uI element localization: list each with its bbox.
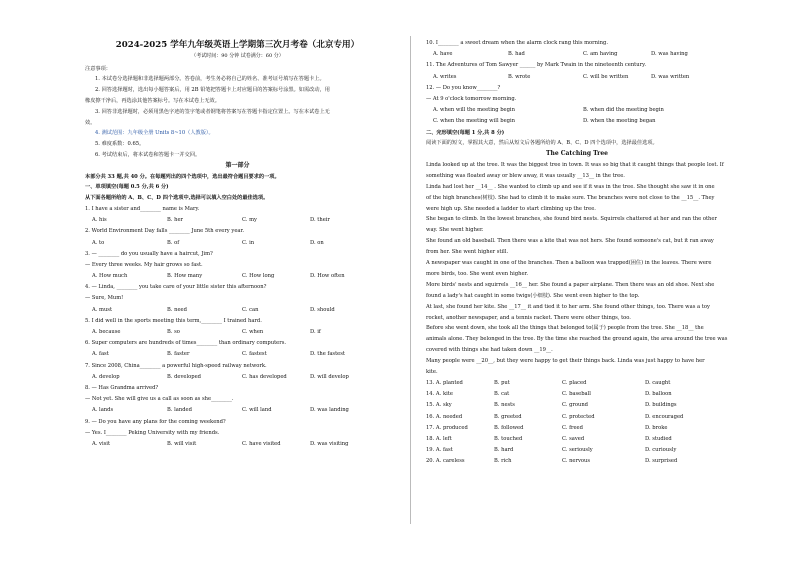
passage-line: something was floated away or blew away, it was usually __13__ in the tree. xyxy=(426,172,625,179)
answer-options xyxy=(85,238,390,249)
passage-line: At last, she found her kite. She __17__ it and tied it to her arm. She found other things, too. There was a toy xyxy=(426,303,710,310)
answer-option: C. fastest xyxy=(242,351,267,358)
cloze-option: D. balloon xyxy=(645,391,672,398)
passage-line: found a lady's hat caught in some twigs(小细枝). She went even higher to the top. xyxy=(426,292,640,299)
cloze-option: C. placed xyxy=(562,380,587,387)
passage-title: The Catching Tree xyxy=(546,150,608,158)
cloze-section-heading: 二、完形填空(每题 1 分,共 8 分) xyxy=(426,129,505,136)
answer-option: B. had xyxy=(508,51,525,58)
cloze-option: C. seriously xyxy=(562,447,593,454)
cloze-instructions: 阅读下面的短文，掌握其大意，然后从短文后各题所给的 A、B、C、D 四个选项中，选择最佳选项。 xyxy=(426,140,658,147)
cloze-option: 15. A. sky xyxy=(426,402,452,409)
answer-options xyxy=(85,349,390,360)
answer-option: A. writes xyxy=(433,73,457,80)
cloze-option: B. cat xyxy=(494,391,510,398)
answer-option: D. was having xyxy=(651,51,688,58)
note-item: 1. 本试卷分选择题和非选择题两部分。答卷前，考生务必将自己的姓名、准考证号填写在答题卡上。 xyxy=(95,76,325,83)
cloze-option: B. greeted xyxy=(494,413,522,420)
section-heading: 一、单项填空(每题 0.5 分,共 6 分) xyxy=(85,184,169,191)
answer-option: A. lands xyxy=(92,407,114,414)
note-item: 2. 回答选择题时，选出每小题答案后，用 2B 铅笔把答题卡上对应题目的答案标号涂黑。如需改动，用 xyxy=(95,87,330,94)
question-stem: 4. — Linda, ________ you take care of your little sister this afternoon? xyxy=(85,284,267,291)
question-stem: — Sure, Mum! xyxy=(85,295,124,302)
answer-options xyxy=(426,116,728,127)
answer-option: B. faster xyxy=(167,351,190,358)
answer-option: A. to xyxy=(92,239,105,246)
note-item: 4. 测试范围：九年级全册 Units 8~10（人教版）。 xyxy=(95,130,214,137)
answer-option: B. will visit xyxy=(167,440,197,447)
cloze-option: D. studied xyxy=(645,435,672,442)
answer-option: C. will be written xyxy=(583,73,629,80)
column-divider xyxy=(410,36,411,524)
answer-options xyxy=(85,439,390,450)
passage-line: of the high branches(树枝). She had to climb it to make sure. The branches were not close to the __15__. They xyxy=(426,194,715,201)
cloze-option: B. touched xyxy=(494,435,523,442)
answer-option: B. wrote xyxy=(508,73,531,80)
question-stem: 9. — Do you have any plans for the coming weekend? xyxy=(85,418,226,425)
left-column xyxy=(85,38,390,450)
cloze-option: 20. A. careless xyxy=(426,458,465,465)
cloze-option: B. rich xyxy=(494,458,512,465)
cloze-option: C. protected xyxy=(562,413,595,420)
passage-line: Linda had lost her __14__ . She wanted to climb up and see if it was in the tree. She thought she saw it in one xyxy=(426,183,715,190)
answer-option: C. How long xyxy=(242,273,275,280)
answer-option: A. when will the meeting begin xyxy=(433,107,515,114)
answer-options xyxy=(85,215,390,226)
answer-option: C. will land xyxy=(242,407,272,414)
passage-line: More birds' nests and squirrels __16__ her. She found a paper airplane. Then there was an old shoe. Next she xyxy=(426,281,715,288)
answer-option: B. developed xyxy=(167,373,201,380)
passage-line: She found an old baseball. Then there was a kite that was not hers. She found someone's cat, but it ran away xyxy=(426,238,714,245)
passage-line: Linda looked up at the tree. It was the biggest tree in town. It was so big that it caught things that people lost. If xyxy=(426,161,724,168)
answer-option: B. so xyxy=(167,329,180,336)
answer-option: A. have xyxy=(433,51,453,58)
answer-option: D. will develop xyxy=(310,373,349,380)
question-stem: 5. I did well in the sports meeting this term,________ I trained hard. xyxy=(85,317,262,324)
question-stem: — Yes. I________ Peking University with my friends. xyxy=(85,429,220,436)
passage-text xyxy=(426,160,728,378)
answer-option: B. of xyxy=(167,239,180,246)
right-column xyxy=(426,38,728,468)
exam-subtitle: （考试时间：90 分钟 试卷满分：60 分） xyxy=(191,52,284,59)
answer-option: A. fast xyxy=(92,351,109,358)
answer-option: A. develop xyxy=(92,373,120,380)
cloze-option: 19. A. fast xyxy=(426,447,453,454)
cloze-option: B. put xyxy=(494,380,510,387)
answer-option: A. because xyxy=(92,329,121,336)
answer-options xyxy=(426,49,728,60)
passage-line: animals alone. They belonged in the tree. By the time she reached the ground again, the area around the tree was xyxy=(426,336,728,343)
passage-line: kite. xyxy=(426,369,438,376)
passage-line: She began to climb. In the lowest branches, she found bird nests. Squirrels chattered at her and ran the other xyxy=(426,216,717,223)
cloze-option: D. curiously xyxy=(645,447,677,454)
answer-options xyxy=(426,105,728,116)
answer-option: D. was written xyxy=(651,73,690,80)
answer-option: D. How often xyxy=(310,273,345,280)
answer-option: A. How much xyxy=(92,273,128,280)
question-stem: 7. Since 2008, China________ a powerful high-speed railway network. xyxy=(85,362,267,369)
answer-option: B. when did the meeting begin xyxy=(583,107,664,114)
cloze-option: C. ground xyxy=(562,402,589,409)
answer-option: D. if xyxy=(310,329,321,336)
answer-option: D. when the meeting began xyxy=(583,118,656,125)
question-stem: — Not yet. She will give us a call as soon as she________. xyxy=(85,396,234,403)
cloze-option: 13. A. planted xyxy=(426,380,463,387)
cloze-option: C. nervous xyxy=(562,458,591,465)
answer-option: C. have visited xyxy=(242,440,281,447)
cloze-option: D. encouraged xyxy=(645,413,684,420)
answer-option: C. can xyxy=(242,306,259,313)
question-stem: 12. — Do you know________? xyxy=(426,84,501,91)
answer-option: B. her xyxy=(167,217,184,224)
cloze-option: 16. A. needed xyxy=(426,413,463,420)
answer-option: A. visit xyxy=(92,440,111,447)
answer-option: C. when the meeting will begin xyxy=(433,118,515,125)
answer-options xyxy=(85,372,390,383)
cloze-option: D. caught xyxy=(645,380,671,387)
answer-option: C. when xyxy=(242,329,264,336)
cloze-option: 17. A. produced xyxy=(426,424,468,431)
question-stem: 10. I________ a sweet dream when the alarm clock rang this morning. xyxy=(426,40,608,46)
cloze-option: C. saved xyxy=(562,435,585,442)
answer-option: B. How many xyxy=(167,273,203,280)
note-item: 5. 难度系数：0.65。 xyxy=(95,141,145,148)
cloze-option: D. buildings xyxy=(645,402,677,409)
question-list xyxy=(426,38,728,128)
answer-options xyxy=(85,271,390,282)
question-stem: — Every three weeks. My hair grows so fast. xyxy=(85,261,203,268)
exam-title: 2024-2025 学年九年级英语上学期第三次月考卷（北京专用） xyxy=(115,40,360,50)
note-item: 橡皮擦干净后，再选涂其他答案标号。写在本试卷上无效。 xyxy=(85,97,220,104)
answer-option: B. landed xyxy=(167,407,192,414)
note-item: 3. 回答非选择题时，必须用黑色字迹的签字笔或者钢笔将答案写在答题卡指定位置上。写在本试卷上无 xyxy=(95,108,330,115)
answer-option: C. am having xyxy=(583,51,618,58)
passage-line: were high up. She needed a ladder to start climbing up the tree. xyxy=(426,205,596,212)
answer-options xyxy=(85,305,390,316)
question-stem: 3. — ________ do you usually have a haircut, Jim? xyxy=(85,250,213,257)
note-item: 6. 考试结束后，将本试卷和答题卡一并交回。 xyxy=(95,151,201,158)
passage-line: covered with things she had taken down __19__. xyxy=(426,347,553,354)
passage-line: A newspaper was caught in one of the branches. Then a balloon was trapped(困住) in the leaves. There were xyxy=(426,260,712,267)
question-stem: 6. Super computers are hundreds of times________ than ordinary computers. xyxy=(85,340,287,347)
passage-line: rocket, another newspaper, and a tennis racket. There were other things, too. xyxy=(426,314,631,321)
question-list xyxy=(85,204,390,450)
cloze-option: 18. A. left xyxy=(426,435,452,442)
answer-option: D. should xyxy=(310,306,335,313)
answer-option: B. need xyxy=(167,306,187,313)
question-stem: 1. I have a sister and________ name is Mary. xyxy=(85,205,200,212)
passage-line: Many people were __20__, but they were happy to get their things back. Linda was just happy to have her xyxy=(426,358,705,365)
answer-option: D. on xyxy=(310,239,324,246)
passage-line: Before she went down, she took all the things that belonged to(属于) people from the tree. She __18__ the xyxy=(426,325,704,332)
notes-heading: 注意事项： xyxy=(85,65,111,72)
part-heading: 第一部分 xyxy=(225,161,250,169)
cloze-options xyxy=(426,378,728,468)
cloze-option: D. broke xyxy=(645,424,668,431)
answer-option: D. the fastest xyxy=(310,351,345,358)
question-stem: 8. — Has Grandma arrived? xyxy=(85,384,159,391)
question-stem: — At 9 o'clock tomorrow morning. xyxy=(426,95,517,102)
cloze-option: C. baseball xyxy=(562,391,591,398)
answer-option: D. was landing xyxy=(310,407,349,414)
answer-option: A. his xyxy=(92,217,107,224)
answer-option: A. must xyxy=(92,306,113,313)
cloze-option: 14. A. kite xyxy=(426,391,453,398)
answer-option: C. in xyxy=(242,239,255,246)
cloze-option: B. nests xyxy=(494,402,515,409)
question-stem: 11. The Adventures of Tom Sawyer ______ by Mark Twain in the nineteenth century. xyxy=(426,62,646,69)
answer-options xyxy=(85,327,390,338)
section-instructions: 从下面各题所给的 A、B、C、D 四个选项中,选择可以填入空白处的最佳选项。 xyxy=(85,195,269,202)
cloze-option: D. surprised xyxy=(645,458,678,465)
answer-option: C. my xyxy=(242,217,257,224)
question-stem: 2. World Environment Day falls ________ June 5th every year. xyxy=(85,228,245,235)
answer-options xyxy=(426,72,728,83)
answer-option: D. was visiting xyxy=(310,440,349,447)
cloze-option: C. freed xyxy=(562,424,583,431)
passage-line: more birds, too. She went even higher. xyxy=(426,270,529,277)
answer-options xyxy=(85,405,390,416)
cloze-option: B. hard xyxy=(494,447,514,454)
part-description: 本部分共 33 题,共 40 分。在每题列出的四个选项中，选出最符合题目要求的一项。 xyxy=(85,173,280,180)
passage-line: from her. She went higher still. xyxy=(426,249,509,256)
answer-option: C. has developed xyxy=(242,373,287,380)
cloze-option: B. followed xyxy=(494,424,524,431)
passage-line: way. She went higher. xyxy=(426,227,484,234)
note-item: 效。 xyxy=(85,119,96,126)
answer-option: D. their xyxy=(310,217,330,224)
